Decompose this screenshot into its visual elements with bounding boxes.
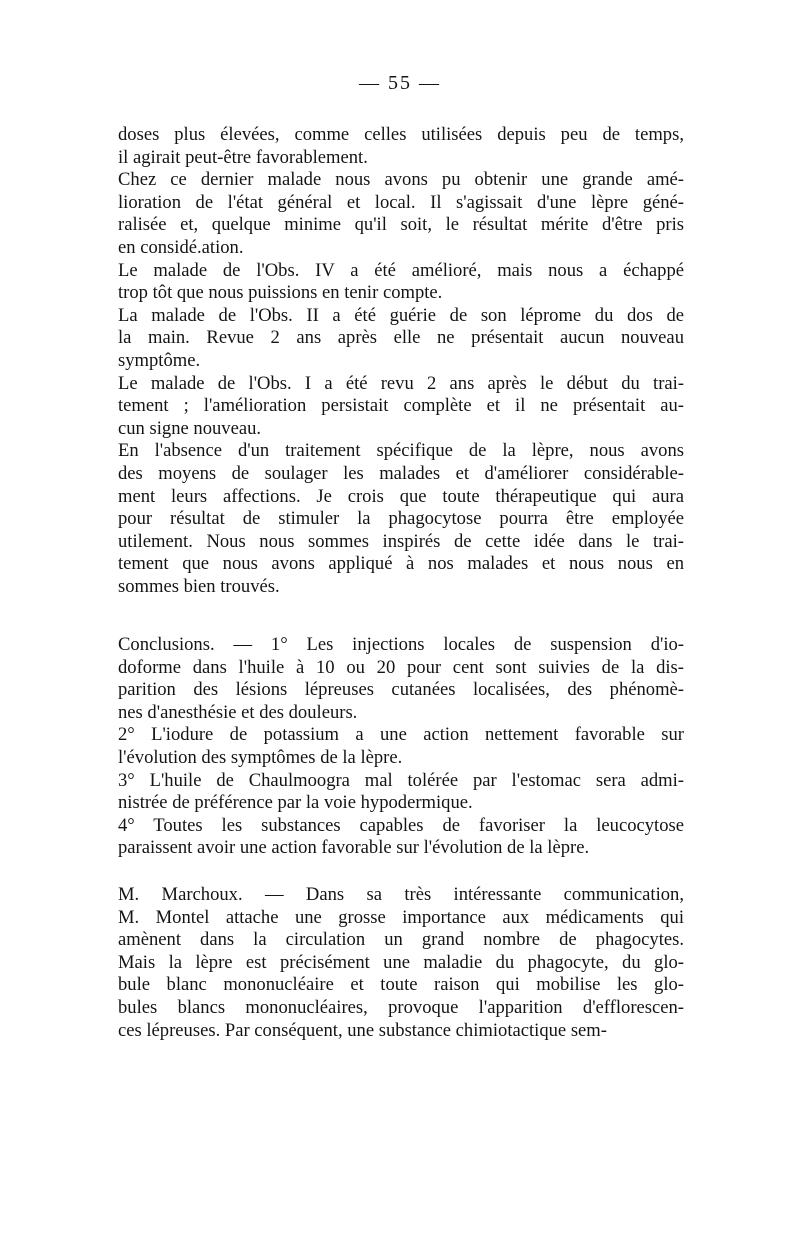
text-line: Le malade de l'Obs. IV a été amélioré, mais nous a échappé [118,259,684,281]
text-line: parition des lésions lépreuses cutanées localisées, des phénomè- [118,679,684,701]
text-line: pour résultat de stimuler la phagocytose pourra être employée [118,508,684,530]
paragraph [118,305,684,373]
paragraph [118,724,684,769]
paragraph [118,634,684,724]
text-line: Conclusions. — 1° Les injections locales de suspension d'io- [118,634,684,655]
text-line: 2° L'iodure de potassium a une action nettement favorable sur [118,724,684,746]
text-line: la main. Revue 2 ans après elle ne présentait aucun nouveau [118,327,684,349]
paragraph [118,770,684,815]
text-line: M. Montel attache une grosse importance aux médicaments qui [118,906,684,928]
paragraph [118,815,684,860]
text-line: La malade de l'Obs. II a été guérie de son léprome du dos de [118,304,684,326]
text-line: en considé.ation. [118,236,244,258]
text-line: Le malade de l'Obs. I a été revu 2 ans après le début du trai- [118,372,684,394]
text-line: ralisée et, quelque minime qu'il soit, le résultat mérite d'être pris [118,214,684,236]
paragraph [118,124,684,169]
paragraph [118,169,684,259]
text-line: paraissent avoir une action favorable sur l'évolution de la lèpre. [118,837,590,859]
paragraph [118,260,684,305]
text-line: lioration de l'état général et local. Il s'agissait d'une lèpre géné- [118,191,684,213]
conclusions-block [118,634,684,860]
text-line: symptôme. [118,349,201,371]
text-line: des moyens de soulager les malades et d'améliorer considérable- [118,462,684,484]
text-line: cun signe nouveau. [118,417,262,439]
text-line: utilement. Nous nous sommes inspirés de cette idée dans le trai- [118,530,684,552]
text-line: sommes bien trouvés. [118,575,280,597]
text-line: M. Marchoux. — Dans sa très intéressante communication, [118,884,684,905]
paragraph [118,373,684,441]
text-line: ces lépreuses. Par conséquent, une substance chimiotactique sem- [118,1019,607,1041]
text-line: bules blancs mononucléaires, provoque l'apparition d'efflorescen- [118,996,684,1018]
paragraph [118,440,684,598]
text-line: tement que nous avons appliqué à nos malades et nous nous en [118,553,684,575]
text-line: 4° Toutes les substances capables de favoriser la leucocytose [118,814,684,836]
text-line: Mais la lèpre est précisément une maladie du phagocyte, du glo- [118,951,684,973]
discussion-block [118,884,684,1042]
text-line: Chez ce dernier malade nous avons pu obtenir une grande amé- [118,169,684,191]
text-line: nistrée de préférence par la voie hypodermique. [118,792,473,814]
text-line: l'évolution des symptômes de la lèpre. [118,746,403,768]
body-text-block [118,124,684,598]
text-line: bule blanc mononucléaire et toute raison qui mobilise les glo- [118,974,684,996]
text-line: ment leurs affections. Je crois que toute thérapeutique qui aura [118,485,684,507]
paragraph [118,884,684,1042]
text-line: il agirait peut-être favorablement. [118,146,368,168]
text-line: En l'absence d'un traitement spécifique de la lèpre, nous avons [118,440,684,462]
text-line: amènent dans la circulation un grand nombre de phagocytes. [118,929,684,951]
page-number: — 55 — [359,72,441,94]
text-line: doforme dans l'huile à 10 ou 20 pour cent sont suivies de la dis- [118,656,684,678]
text-line: 3° L'huile de Chaulmoogra mal tolérée par l'estomac sera admi- [118,769,684,791]
text-line: doses plus élevées, comme celles utilisées depuis peu de temps, [118,124,684,145]
text-line: tement ; l'amélioration persistait complète et il ne présentait au- [118,395,684,417]
text-line: nes d'anesthésie et des douleurs. [118,701,358,723]
text-line: trop tôt que nous puissions en tenir compte. [118,282,443,304]
